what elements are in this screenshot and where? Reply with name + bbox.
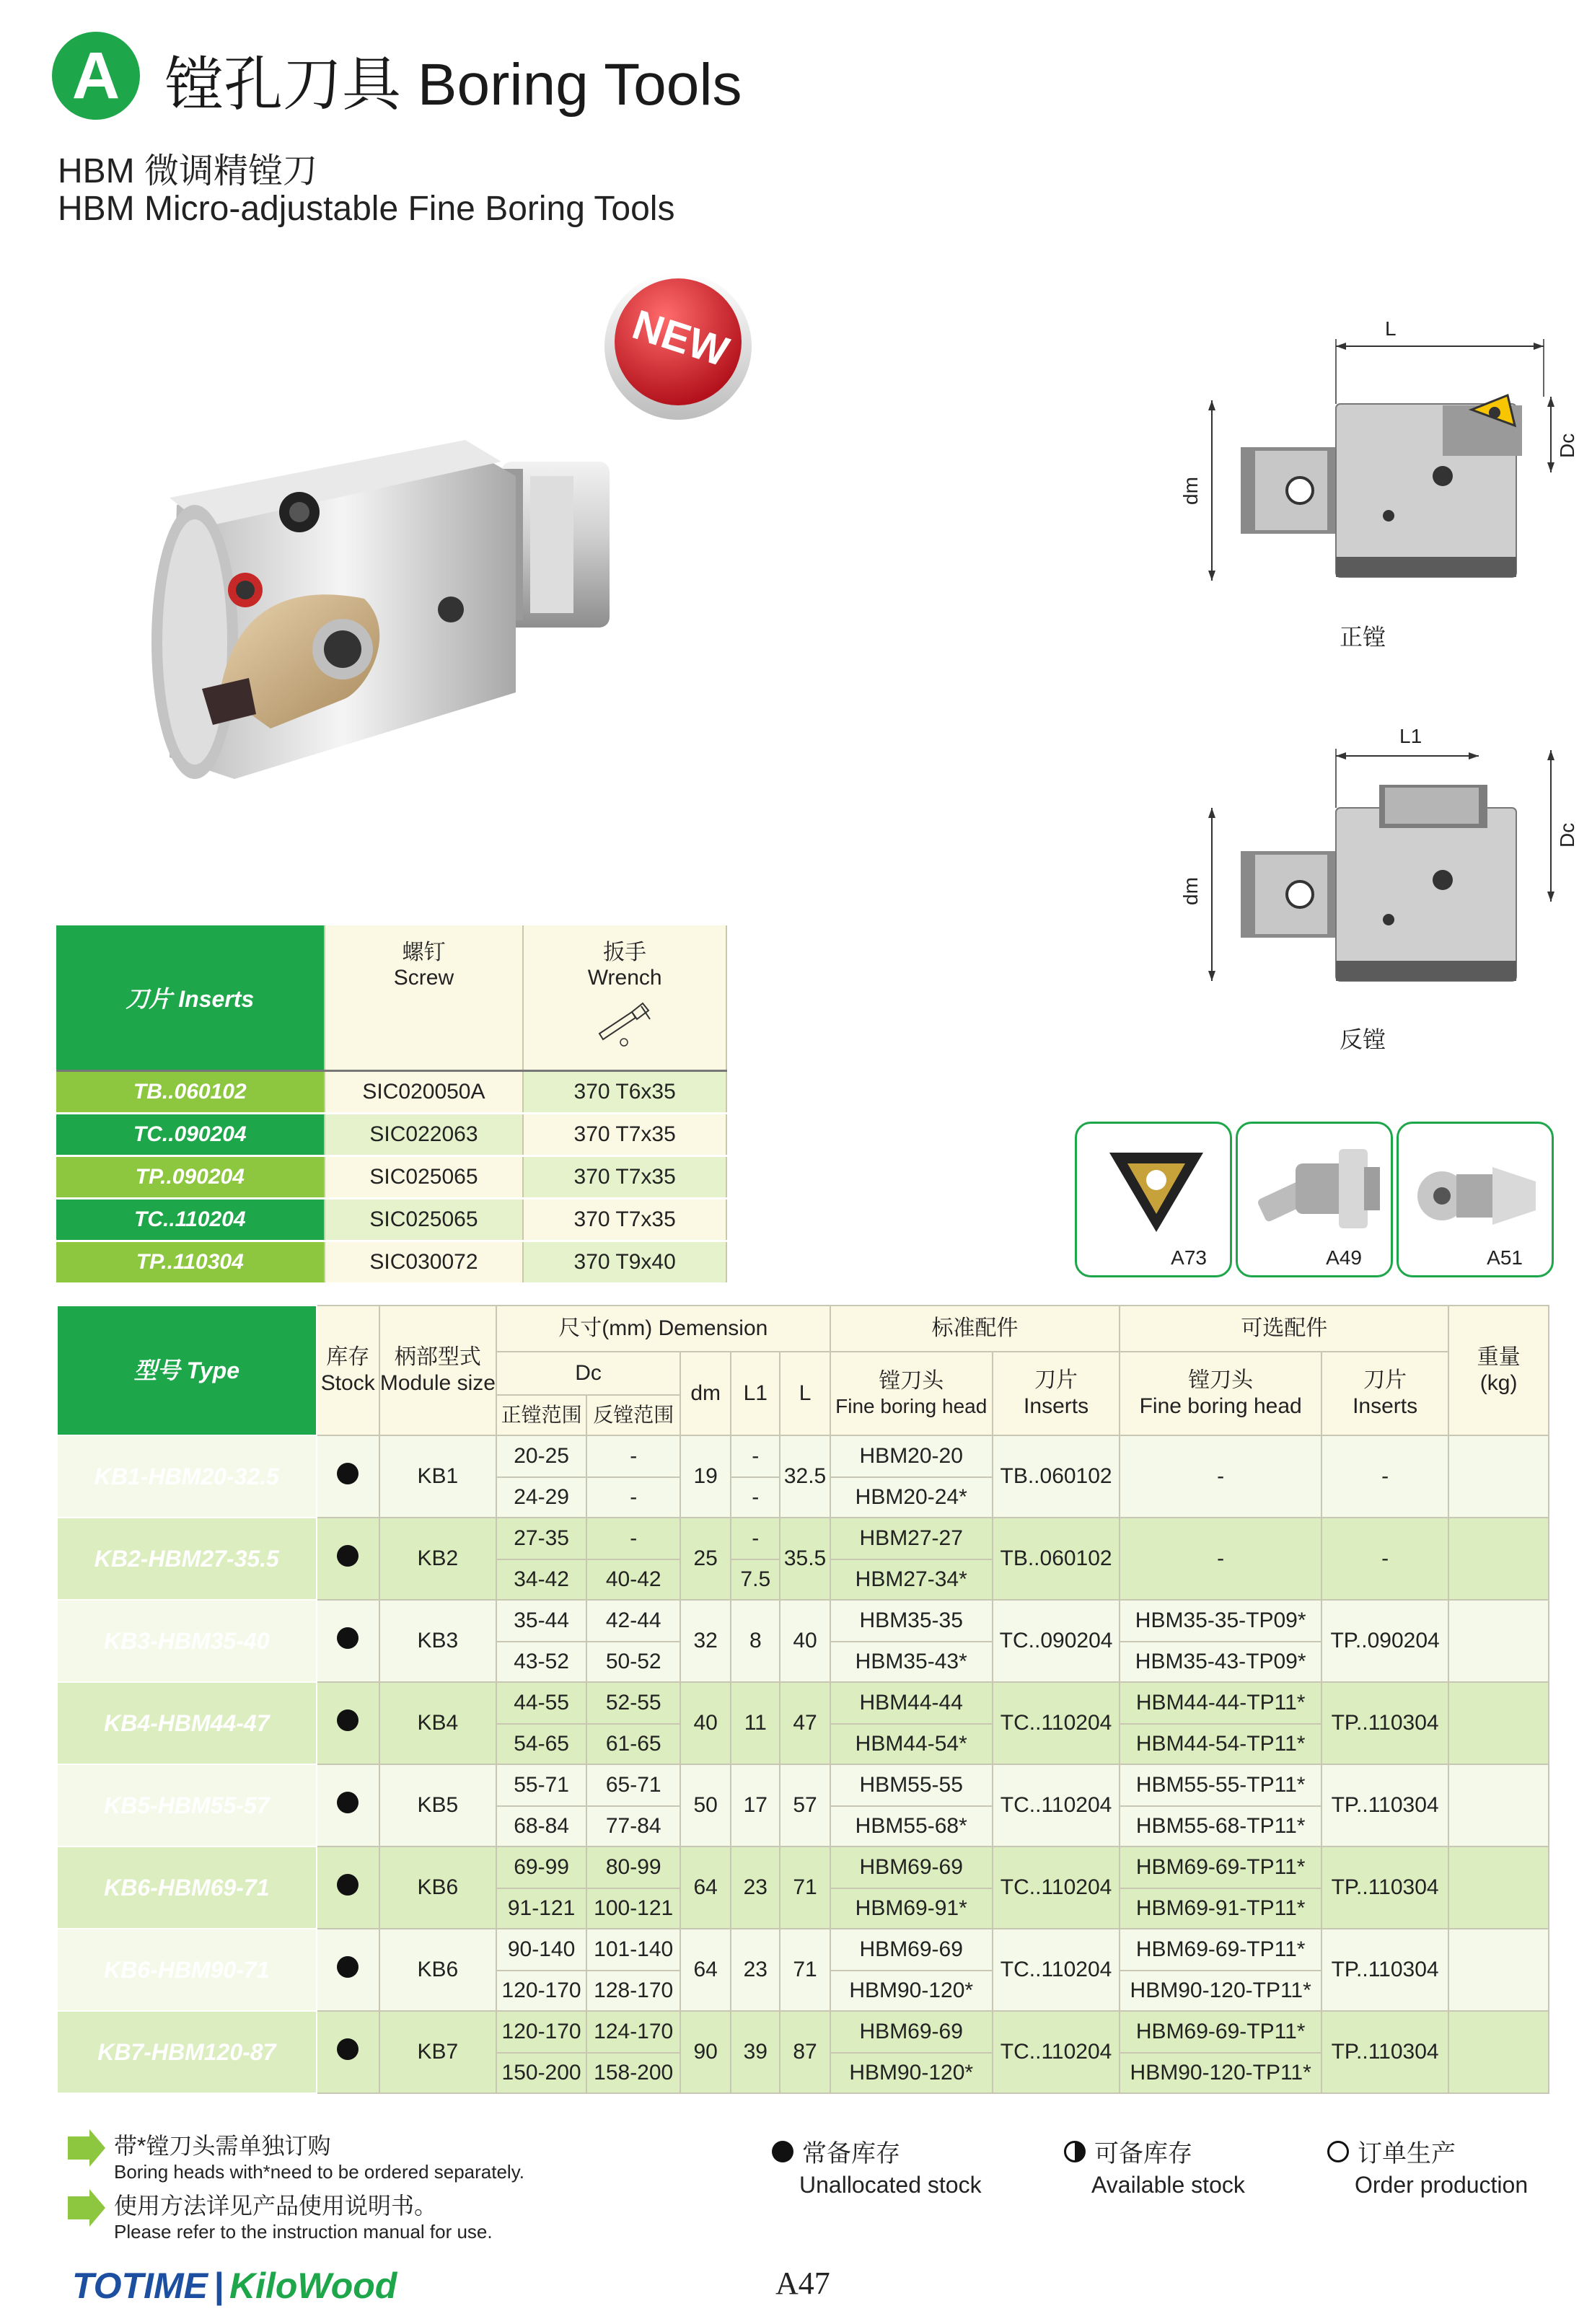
stock-dot-icon — [337, 1545, 359, 1567]
caption-back-boring: 反镗 — [1340, 1026, 1386, 1052]
tool-holder-icon — [1399, 1124, 1552, 1246]
dc-forward-cell: 24-29 — [496, 1477, 586, 1518]
std-head-cell: HBM90-120* — [830, 2053, 993, 2093]
l-cell: 71 — [780, 1847, 830, 1929]
module-cell: KB6 — [379, 1847, 496, 1929]
type-cell: KB1-HBM20-32.5 — [57, 1435, 317, 1518]
module-cell: KB2 — [379, 1518, 496, 1600]
dc-back-cell: 100-121 — [586, 1888, 680, 1929]
std-head-header: 镗刀头 Fine boring head — [830, 1352, 993, 1435]
dc-back-cell: 124-170 — [586, 2011, 680, 2053]
dc-back-cell: 42-44 — [586, 1600, 680, 1642]
std-insert-header: 刀片 Inserts — [993, 1352, 1120, 1435]
opt-head-cell: HBM90-120-TP11* — [1120, 2053, 1321, 2093]
stock-dot-icon — [337, 1463, 359, 1484]
stock-cell — [317, 1929, 379, 2011]
dc-forward-cell: 43-52 — [496, 1642, 586, 1682]
dc-back-cell: 128-170 — [586, 1971, 680, 2011]
dc-back-cell: 40-42 — [586, 1559, 680, 1600]
caption-forward-boring: 正镗 — [1340, 624, 1386, 650]
screw-header: 螺钉 Screw — [325, 925, 524, 1071]
wrench-icon — [592, 990, 657, 1048]
optional-header: 可选配件 — [1120, 1306, 1448, 1352]
subtitle-en: HBM Micro-adjustable Fine Boring Tools — [58, 190, 675, 228]
dm-cell: 25 — [680, 1518, 731, 1600]
diagram-forward-boring — [1169, 317, 1578, 656]
tool-holder-icon — [1238, 1124, 1391, 1246]
product-photo — [126, 418, 674, 822]
stock-dot-icon — [337, 1956, 359, 1978]
table-row: TC..110204 SIC025065 370 T7x35 — [56, 1199, 726, 1241]
dc-forward-cell: 91-121 — [496, 1888, 586, 1929]
l1-cell: - — [731, 1518, 780, 1559]
page-number: A47 — [775, 2266, 830, 2301]
opt-head-cell: HBM69-91-TP11* — [1120, 1888, 1321, 1929]
module-cell: KB5 — [379, 1764, 496, 1847]
dc-back-cell: 52-55 — [586, 1682, 680, 1724]
section-badge: A — [52, 32, 140, 120]
dc-forward-cell: 120-170 — [496, 1971, 586, 2011]
opt-head-cell: - — [1120, 1518, 1321, 1600]
l1-header: L1 — [731, 1352, 780, 1435]
legend-order: 订单生产 Order production — [1327, 2134, 1528, 2198]
std-head-cell: HBM69-69 — [830, 1847, 993, 1888]
stock-cell — [317, 1435, 379, 1518]
weight-cell — [1448, 1847, 1549, 1929]
table-row: TP..110304 SIC030072 370 T9x40 — [56, 1241, 726, 1284]
stock-cell — [317, 1764, 379, 1847]
std-head-cell: HBM69-69 — [830, 2011, 993, 2053]
dc-forward-cell: 90-140 — [496, 1929, 586, 1971]
opt-insert-cell: TP..110304 — [1321, 1764, 1448, 1847]
module-header: 柄部型式 Module size — [379, 1306, 496, 1435]
subtitle-cn: HBM 微调精镗刀 — [58, 152, 318, 190]
stock-cell — [317, 1682, 379, 1764]
opt-head-cell: HBM44-54-TP11* — [1120, 1724, 1321, 1764]
type-cell: KB7-HBM120-87 — [57, 2011, 317, 2093]
stock-cell — [317, 1518, 379, 1600]
dm-cell: 40 — [680, 1682, 731, 1764]
opt-insert-cell: TP..110304 — [1321, 2011, 1448, 2093]
stock-header: 库存 Stock — [317, 1306, 379, 1435]
half-dot-icon — [1064, 2141, 1086, 2162]
accessory-code: A49 — [1326, 1246, 1362, 1269]
dm-cell: 32 — [680, 1600, 731, 1682]
std-insert-cell: TC..090204 — [993, 1600, 1120, 1682]
wrench-header: 扳手 Wrench — [523, 925, 726, 1071]
module-cell: KB1 — [379, 1435, 496, 1518]
std-insert-cell: TC..110204 — [993, 1847, 1120, 1929]
footer-brand: TOTIME | KiloWood — [72, 2266, 397, 2306]
opt-head-cell: HBM35-35-TP09* — [1120, 1600, 1321, 1642]
std-head-cell: HBM35-43* — [830, 1642, 993, 1682]
std-head-cell: HBM27-34* — [830, 1559, 993, 1600]
std-head-cell: HBM27-27 — [830, 1518, 993, 1559]
dc-back-cell: 80-99 — [586, 1847, 680, 1888]
standard-header: 标准配件 — [830, 1306, 1120, 1352]
stock-cell — [317, 1600, 379, 1682]
weight-cell — [1448, 1518, 1549, 1600]
l1-cell: 8 — [731, 1600, 780, 1682]
dc-back-header: 反镗范围 — [586, 1395, 680, 1435]
dc-back-cell: 61-65 — [586, 1724, 680, 1764]
table-row — [57, 1929, 1549, 1971]
accessory-a49[interactable] — [1236, 1122, 1393, 1277]
opt-insert-cell: TP..090204 — [1321, 1600, 1448, 1682]
l-cell: 71 — [780, 1929, 830, 2011]
dc-forward-cell: 55-71 — [496, 1764, 586, 1806]
dc-forward-header: 正镗范围 — [496, 1395, 586, 1435]
std-head-cell: HBM35-35 — [830, 1600, 993, 1642]
opt-insert-cell: TP..110304 — [1321, 1847, 1448, 1929]
table-row — [57, 1600, 1549, 1642]
type-cell: KB6-HBM90-71 — [57, 1929, 317, 2011]
opt-insert-cell: TP..110304 — [1321, 1929, 1448, 2011]
l-cell: 47 — [780, 1682, 830, 1764]
std-head-cell: HBM44-44 — [830, 1682, 993, 1724]
module-cell: KB4 — [379, 1682, 496, 1764]
stock-cell — [317, 2011, 379, 2093]
std-insert-cell: TB..060102 — [993, 1435, 1120, 1518]
l1-cell: 11 — [731, 1682, 780, 1764]
opt-head-cell: HBM69-69-TP11* — [1120, 2011, 1321, 2053]
new-label: NEW — [627, 301, 734, 376]
opt-insert-cell: TP..110304 — [1321, 1682, 1448, 1764]
dc-forward-cell: 120-170 — [496, 2011, 586, 2053]
dc-back-cell: - — [586, 1477, 680, 1518]
weight-cell — [1448, 1764, 1549, 1847]
std-insert-cell: TB..060102 — [993, 1518, 1120, 1600]
dc-back-cell: - — [586, 1435, 680, 1477]
accessory-a51[interactable] — [1397, 1122, 1554, 1277]
std-insert-cell: TC..110204 — [993, 1764, 1120, 1847]
opt-head-cell: HBM35-43-TP09* — [1120, 1642, 1321, 1682]
l-cell: 35.5 — [780, 1518, 830, 1600]
table-row: TB..060102 SIC020050A 370 T6x35 — [56, 1071, 726, 1114]
opt-head-cell: HBM44-44-TP11* — [1120, 1682, 1321, 1724]
l1-cell: 39 — [731, 2011, 780, 2093]
dm-cell: 50 — [680, 1764, 731, 1847]
opt-head-cell: HBM55-68-TP11* — [1120, 1806, 1321, 1847]
page-title: 镗孔刀具 Boring Tools — [164, 52, 742, 118]
insert-table — [56, 925, 727, 1285]
opt-head-cell: HBM69-69-TP11* — [1120, 1929, 1321, 1971]
opt-insert-header: 刀片 Inserts — [1321, 1352, 1448, 1435]
l1-cell: - — [731, 1477, 780, 1518]
dc-forward-cell: 69-99 — [496, 1847, 586, 1888]
std-head-cell: HBM44-54* — [830, 1724, 993, 1764]
table-row — [57, 1682, 1549, 1724]
std-head-cell: HBM20-20 — [830, 1435, 993, 1477]
new-badge — [599, 267, 757, 426]
dim-dm-label-2: dm — [1179, 877, 1202, 905]
opt-insert-cell: - — [1321, 1518, 1448, 1600]
insert-header: 刀片 Inserts — [56, 925, 325, 1071]
dc-forward-cell: 150-200 — [496, 2053, 586, 2093]
dm-cell: 90 — [680, 2011, 731, 2093]
insert-icon — [1077, 1124, 1230, 1246]
arrow-icon — [65, 2188, 108, 2228]
type-cell: KB3-HBM35-40 — [57, 1600, 317, 1682]
type-cell: KB4-HBM44-47 — [57, 1682, 317, 1764]
filled-dot-icon — [772, 2141, 793, 2162]
dc-forward-cell: 27-35 — [496, 1518, 586, 1559]
std-head-cell: HBM20-24* — [830, 1477, 993, 1518]
dc-back-cell: 50-52 — [586, 1642, 680, 1682]
type-header: 型号 Type — [57, 1306, 317, 1435]
stock-dot-icon — [337, 2038, 359, 2060]
dm-cell: 64 — [680, 1847, 731, 1929]
dc-forward-cell: 34-42 — [496, 1559, 586, 1600]
stock-dot-icon — [337, 1709, 359, 1731]
table-row — [57, 1847, 1549, 1888]
l1-cell: - — [731, 1435, 780, 1477]
opt-head-cell: HBM55-55-TP11* — [1120, 1764, 1321, 1806]
dc-back-cell: - — [586, 1518, 680, 1559]
spec-table — [56, 1305, 1549, 2094]
stock-dot-icon — [337, 1627, 359, 1649]
weight-header: 重量 (kg) — [1448, 1306, 1549, 1435]
opt-head-cell: - — [1120, 1435, 1321, 1518]
std-head-cell: HBM55-55 — [830, 1764, 993, 1806]
table-row — [57, 2011, 1549, 2053]
stock-dot-icon — [337, 1874, 359, 1896]
std-head-cell: HBM69-91* — [830, 1888, 993, 1929]
module-cell: KB6 — [379, 1929, 496, 2011]
dc-header: Dc — [496, 1352, 680, 1395]
weight-cell — [1448, 1600, 1549, 1682]
weight-cell — [1448, 1682, 1549, 1764]
l-cell: 87 — [780, 2011, 830, 2093]
dim-l1-label: L1 — [1399, 725, 1422, 747]
dc-back-cell: 158-200 — [586, 2053, 680, 2093]
weight-cell — [1448, 2011, 1549, 2093]
dim-l-label: L — [1385, 317, 1397, 340]
accessory-code: A73 — [1171, 1246, 1207, 1269]
table-row: TC..090204 SIC022063 370 T7x35 — [56, 1114, 726, 1156]
dc-forward-cell: 54-65 — [496, 1724, 586, 1764]
opt-insert-cell: - — [1321, 1435, 1448, 1518]
dimension-header: 尺寸(mm) Demension — [496, 1306, 830, 1352]
stock-dot-icon — [337, 1792, 359, 1813]
accessory-a73[interactable] — [1075, 1122, 1232, 1277]
dim-dc-label-2: Dc — [1556, 822, 1578, 848]
std-head-cell: HBM90-120* — [830, 1971, 993, 2011]
dim-dm-label: dm — [1179, 477, 1202, 505]
weight-cell — [1448, 1435, 1549, 1518]
module-cell: KB7 — [379, 2011, 496, 2093]
empty-dot-icon — [1327, 2141, 1349, 2162]
accessory-code: A51 — [1487, 1246, 1523, 1269]
dc-back-cell: 101-140 — [586, 1929, 680, 1971]
l-header: L — [780, 1352, 830, 1435]
l1-cell: 23 — [731, 1929, 780, 2011]
dc-forward-cell: 68-84 — [496, 1806, 586, 1847]
l1-cell: 17 — [731, 1764, 780, 1847]
dc-forward-cell: 44-55 — [496, 1682, 586, 1724]
dc-back-cell: 77-84 — [586, 1806, 680, 1847]
dc-forward-cell: 20-25 — [496, 1435, 586, 1477]
type-cell: KB5-HBM55-57 — [57, 1764, 317, 1847]
dc-back-cell: 65-71 — [586, 1764, 680, 1806]
table-row — [57, 1764, 1549, 1806]
type-cell: KB2-HBM27-35.5 — [57, 1518, 317, 1600]
dm-cell: 64 — [680, 1929, 731, 2011]
weight-cell — [1448, 1929, 1549, 2011]
std-head-cell: HBM55-68* — [830, 1806, 993, 1847]
brand-kilowood: KiloWood — [229, 2266, 397, 2306]
dc-forward-cell: 35-44 — [496, 1600, 586, 1642]
opt-head-header: 镗刀头 Fine boring head — [1120, 1352, 1321, 1435]
brand-totime: TOTIME — [72, 2266, 208, 2306]
module-cell: KB3 — [379, 1600, 496, 1682]
l-cell: 40 — [780, 1600, 830, 1682]
notes: 带*镗刀头需单独订购 Boring heads with*need to be ordered separately. 使用方法详见产品使用说明书。 Please refer to the instruction manual for use. — [65, 2128, 524, 2243]
dm-header: dm — [680, 1352, 731, 1435]
type-cell: KB6-HBM69-71 — [57, 1847, 317, 1929]
table-row — [57, 1518, 1549, 1559]
stock-cell — [317, 1847, 379, 1929]
std-insert-cell: TC..110204 — [993, 1682, 1120, 1764]
table-row — [57, 1435, 1549, 1477]
dm-cell: 19 — [680, 1435, 731, 1518]
legend-unallocated: 常备库存 Unallocated stock — [772, 2134, 982, 2198]
arrow-icon — [65, 2128, 108, 2168]
l1-cell: 23 — [731, 1847, 780, 1929]
dim-dc-label: Dc — [1556, 433, 1578, 458]
l-cell: 57 — [780, 1764, 830, 1847]
legend-available: 可备库存 Available stock — [1064, 2134, 1245, 2198]
opt-head-cell: HBM69-69-TP11* — [1120, 1847, 1321, 1888]
opt-head-cell: HBM90-120-TP11* — [1120, 1971, 1321, 2011]
std-insert-cell: TC..110204 — [993, 1929, 1120, 2011]
std-insert-cell: TC..110204 — [993, 2011, 1120, 2093]
std-head-cell: HBM69-69 — [830, 1929, 993, 1971]
l-cell: 32.5 — [780, 1435, 830, 1518]
l1-cell: 7.5 — [731, 1559, 780, 1600]
table-row: TP..090204 SIC025065 370 T7x35 — [56, 1156, 726, 1199]
diagram-back-boring — [1169, 721, 1578, 1010]
